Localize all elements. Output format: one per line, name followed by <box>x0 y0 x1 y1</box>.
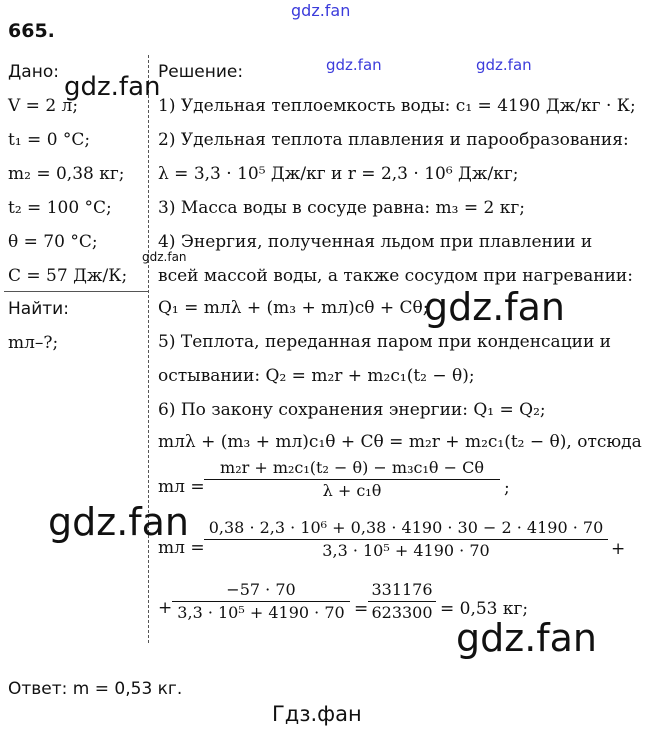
given-header: Дано: <box>8 62 59 82</box>
given-item: θ = 70 °C; <box>8 232 98 252</box>
watermark-large: gdz.fan <box>424 285 566 329</box>
watermark-large: gdz.fan <box>48 500 190 544</box>
formula2-tail: + <box>611 539 626 559</box>
watermark-large: gdz.fan <box>64 72 161 102</box>
given-divider-horizontal <box>4 291 148 292</box>
problem-number: 665. <box>8 20 55 42</box>
fraction-bar <box>204 479 500 480</box>
solution-line: mлλ + (m₃ + mл)c₁θ + Cθ = m₂r + m₂c₁(t₂ − θ), отсюда <box>158 432 642 452</box>
given-item: V = 2 л; <box>8 96 79 116</box>
fraction-bar <box>368 601 436 602</box>
solution-line: 6) По закону сохранения энергии: Q₁ = Q₂; <box>158 400 546 420</box>
formula2-denominator: 3,3 · 10⁵ + 4190 · 70 <box>322 541 490 560</box>
solution-header: Решение: <box>158 62 244 82</box>
watermark-inline: gdz.fan <box>476 56 532 74</box>
find-item: mл–?; <box>8 333 59 353</box>
fraction-bar <box>172 601 350 602</box>
find-header: Найти: <box>8 299 69 319</box>
solution-line: остывании: Q₂ = m₂r + m₂c₁(t₂ − θ); <box>158 366 475 386</box>
formula3-lead: + <box>158 598 173 618</box>
formula3-denominator1: 3,3 · 10⁵ + 4190 · 70 <box>177 603 345 622</box>
formula1-fraction <box>204 458 500 501</box>
footer-caption: Гдз.фан <box>272 702 362 726</box>
formula3-denominator2: 623300 <box>371 603 433 622</box>
formula2-numerator: 0,38 · 2,3 · 10⁶ + 0,38 · 4190 · 30 − 2 · 4190 · 70 <box>208 518 604 537</box>
given-item: t₂ = 100 °C; <box>8 198 112 218</box>
formula1-lhs: mл = <box>158 477 205 497</box>
given-item: t₁ = 0 °C; <box>8 130 91 150</box>
formula2-fraction <box>204 518 608 561</box>
watermark-top: gdz.fan <box>291 1 351 20</box>
solution-line: 1) Удельная теплоемкость воды: c₁ = 4190 Дж/кг · К; <box>158 96 636 116</box>
formula3-numerator1: −57 · 70 <box>226 580 296 599</box>
formula3-equals: = <box>354 599 369 619</box>
watermark-tiny: gdz.fan <box>142 250 187 264</box>
formula1-numerator: m₂r + m₂c₁(t₂ − θ) − m₃c₁θ − Cθ <box>220 458 484 477</box>
given-item: C = 57 Дж/К; <box>8 266 128 286</box>
solution-line: λ = 3,3 · 10⁵ Дж/кг и r = 2,3 · 10⁶ Дж/кг; <box>158 164 519 184</box>
formula1-denominator: λ + c₁θ <box>322 481 382 500</box>
formula3-fraction1 <box>172 580 350 623</box>
fraction-bar <box>204 539 608 540</box>
solution-line: 5) Теплота, переданная паром при конденсации и <box>158 332 612 352</box>
given-divider-vertical <box>148 55 149 643</box>
formula3-result: = 0,53 кг; <box>440 599 529 619</box>
formula3-numerator2: 331176 <box>371 580 433 599</box>
solution-line: всей массой воды, а также сосудом при нагревании: <box>158 266 633 286</box>
formula2-lhs: mл = <box>158 538 205 558</box>
solution-line: Q₁ = mлλ + (m₃ + mл)cθ + Cθ; <box>158 298 429 318</box>
solution-line: 4) Энергия, полученная льдом при плавлении и <box>158 232 593 252</box>
solution-line: 2) Удельная теплота плавления и парообразования: <box>158 130 629 150</box>
formula1-tail: ; <box>504 478 510 498</box>
solution-line: 3) Масса воды в сосуде равна: m₃ = 2 кг; <box>158 198 526 218</box>
given-item: m₂ = 0,38 кг; <box>8 164 125 184</box>
formula3-fraction2 <box>368 580 436 623</box>
watermark-inline: gdz.fan <box>326 56 382 74</box>
watermark-large: gdz.fan <box>456 616 598 660</box>
answer-line: Ответ: m = 0,53 кг. <box>8 679 183 699</box>
